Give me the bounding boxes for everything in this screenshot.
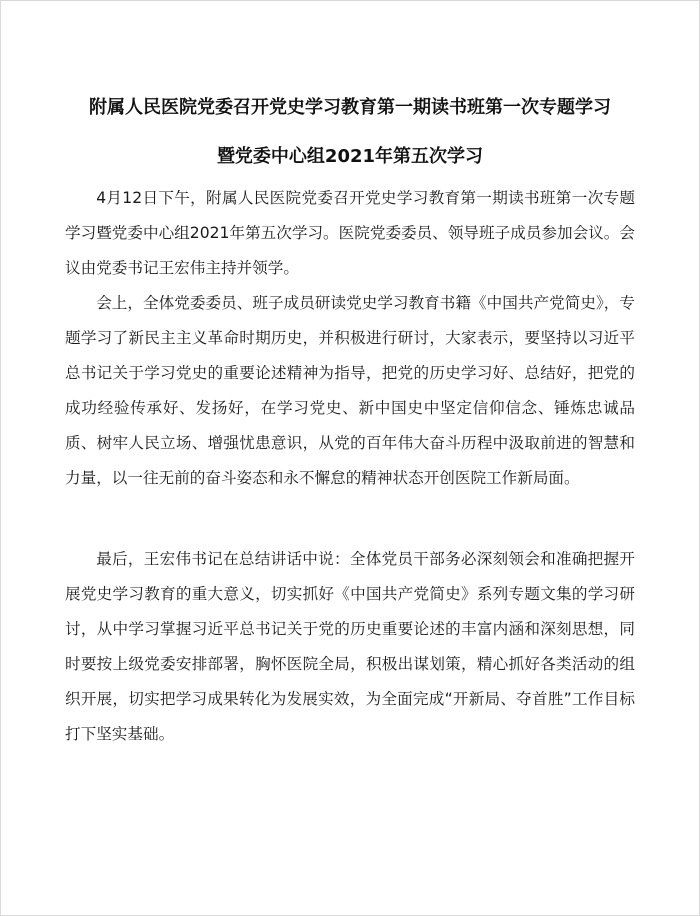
document-title-line-2: 暨党委中心组2021年第五次学习 bbox=[216, 146, 484, 167]
paragraph-1: 4月12日下午，附属人民医院党委召开党史学习教育第一期读书班第一次专题学习暨党委中心组2021年第五次学习。医院党委委员、领导班子成员参加会议。会议由党委书记王宏伟主持并领学。 bbox=[65, 189, 635, 277]
document-title-line-1: 附属人民医院党委召开党史学习教育第一期读书班第一次专题学习 bbox=[89, 97, 611, 118]
paragraph-3: 最后，王宏伟书记在总结讲话中说：全体党员干部务必深刻领会和准确把握开展党史学习教育的重大意义，切实抓好《中国共产党简史》系列专题文集的学习研讨，从中学习掌握习近平总书记关于党的历史重要论述的丰富内涵和深刻思想，同时要按上级党委安排部署，胸怀医院全局，积极出谋划策，精心抓好各类活动的组织开展，切实把学习成果转化为发展实效，为全面完成“开新局、夺首胜”工作目标打下坚实基础。 bbox=[65, 550, 635, 743]
paragraph-2: 会上，全体党委委员、班子成员研读党史学习教育书籍《中国共产党简史》，专题学习了新民主主义革命时期历史，并积极进行研讨，大家表示，要坚持以习近平总书记关于学习党史的重要论述精神为指导，把党的历史学习好、总结好，把党的成功经验传承好、发扬好，在学习党史、新中国史中坚定信仰信念、锤炼忠诚品质、树牢人民立场、增强忧患意识，从党的百年伟大奋斗历程中汲取前进的智慧和力量，以一往无前的奋斗姿态和永不懈怠的精神状态开创医院工作新局面。 bbox=[65, 294, 635, 487]
